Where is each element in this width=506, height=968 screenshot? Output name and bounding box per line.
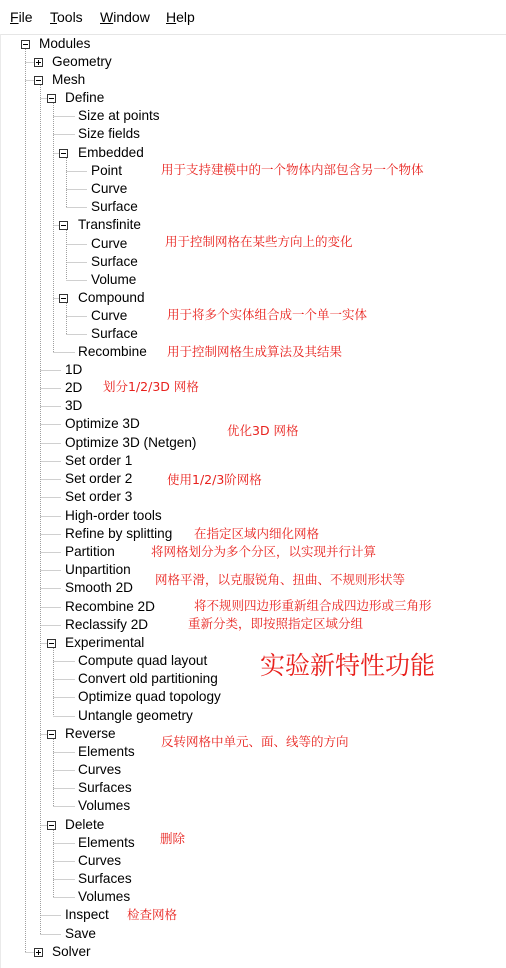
module-tree <box>0 34 506 968</box>
tree-item-untangle-geometry[interactable]: Untangle geometry <box>78 708 193 723</box>
annotation-optimize: 优化3D 网格 <box>227 423 299 438</box>
menu-window[interactable] <box>100 9 150 26</box>
tree-item-unpartition[interactable]: Unpartition <box>65 562 131 577</box>
annotation-compound: 用于将多个实体组合成一个单一实体 <box>167 307 368 322</box>
tree-item-recombine-2d[interactable]: Recombine 2D <box>65 599 155 614</box>
menu-bar <box>0 0 506 35</box>
annotation-reclassify: 重新分类，即按照指定区域分组 <box>188 616 364 631</box>
tree-item-delete-volumes[interactable]: Volumes <box>78 889 131 904</box>
tree-item-geometry[interactable]: Geometry <box>52 54 112 69</box>
tree-item-transfinite[interactable]: Transfinite <box>78 217 141 232</box>
tree-item-reverse-volumes[interactable]: Volumes <box>78 798 131 813</box>
menu-file-mnemonic: F <box>10 9 19 25</box>
tree-item-optimize-quad-topology[interactable]: Optimize quad topology <box>78 689 221 704</box>
tree-item-experimental[interactable]: Experimental <box>65 635 145 650</box>
reverse-collapse-icon[interactable] <box>47 730 56 739</box>
tree-item-solver[interactable]: Solver <box>52 944 91 959</box>
tree-item-smooth-2d[interactable]: Smooth 2D <box>65 580 134 595</box>
experimental-collapse-icon[interactable] <box>47 639 56 648</box>
tree-item-modules[interactable]: Modules <box>39 36 91 51</box>
tree-item-delete-surfaces[interactable]: Surfaces <box>78 871 132 886</box>
menu-help[interactable] <box>166 9 195 26</box>
tree-item-compound-surface[interactable]: Surface <box>91 326 138 341</box>
tree-item-transfinite-surface[interactable]: Surface <box>91 254 138 269</box>
tree-item-set-order-3[interactable]: Set order 3 <box>65 489 133 504</box>
annotation-recombine-2d: 将不规则四边形重新组合成四边形或三角形 <box>194 598 432 613</box>
tree-item-set-order-2[interactable]: Set order 2 <box>65 471 133 486</box>
tree-item-inspect[interactable]: Inspect <box>65 907 109 922</box>
tree-item-transfinite-volume[interactable]: Volume <box>91 272 137 287</box>
tree-item-recombine[interactable]: Recombine <box>78 344 147 359</box>
tree-item-delete-curves[interactable]: Curves <box>78 853 122 868</box>
annotation-experimental: 实验新特性功能 <box>260 651 436 680</box>
tree-item-high-order-tools[interactable]: High-order tools <box>65 508 162 523</box>
delete-collapse-icon[interactable] <box>47 821 56 830</box>
annotation-partition: 将网格划分为多个分区，以实现并行计算 <box>151 544 377 559</box>
tree-item-embedded-point[interactable]: Point <box>91 163 122 178</box>
tree-item-refine-by-splitting[interactable]: Refine by splitting <box>65 526 173 541</box>
menu-tools-mnemonic: T <box>50 9 57 25</box>
solver-expand-icon[interactable] <box>34 948 43 957</box>
tree-item-reclassify-2d[interactable]: Reclassify 2D <box>65 617 149 632</box>
tree-item-compound-curve[interactable]: Curve <box>91 308 128 323</box>
tree-item-1d[interactable]: 1D <box>65 362 83 377</box>
annotation-embedded: 用于支持建模中的一个物体内部包含另一个物体 <box>161 162 424 177</box>
tree-item-compute-quad-layout[interactable]: Compute quad layout <box>78 653 208 668</box>
tree-item-delete-elements[interactable]: Elements <box>78 835 135 850</box>
tree-item-optimize-3d-netgen[interactable]: Optimize 3D (Netgen) <box>65 435 197 450</box>
annotation-dims: 划分1/2/3D 网格 <box>103 379 199 394</box>
tree-item-size-at-points[interactable]: Size at points <box>78 108 160 123</box>
tree-item-embedded[interactable]: Embedded <box>78 145 144 160</box>
menu-window-label: indow <box>113 9 150 25</box>
menu-tools[interactable] <box>50 9 83 26</box>
menu-file-label: ile <box>18 9 33 25</box>
annotation-delete: 删除 <box>160 831 186 846</box>
define-collapse-icon[interactable] <box>47 94 56 103</box>
annotation-reverse: 反转网格中单元、面、线等的方向 <box>161 734 349 749</box>
tree-item-compound[interactable]: Compound <box>78 290 145 305</box>
menu-tools-label: ools <box>57 9 83 25</box>
annotation-smooth: 网格平滑，以克服锐角、扭曲、不规则形状等 <box>155 572 406 587</box>
tree-item-reverse[interactable]: Reverse <box>65 726 116 741</box>
mesh-collapse-icon[interactable] <box>34 76 43 85</box>
tree-item-mesh[interactable]: Mesh <box>52 72 86 87</box>
geometry-expand-icon[interactable] <box>34 58 43 67</box>
transfinite-collapse-icon[interactable] <box>59 221 68 230</box>
tree-item-3d[interactable]: 3D <box>65 398 83 413</box>
annotation-refine: 在指定区域内细化网格 <box>194 526 320 541</box>
annotation-inspect: 检查网格 <box>127 907 178 922</box>
menu-file[interactable] <box>10 9 33 26</box>
tree-item-partition[interactable]: Partition <box>65 544 115 559</box>
menu-help-label: elp <box>176 9 195 25</box>
tree-item-reverse-curves[interactable]: Curves <box>78 762 122 777</box>
modules-collapse-icon[interactable] <box>21 40 30 49</box>
tree-item-optimize-3d[interactable]: Optimize 3D <box>65 416 140 431</box>
annotation-set-order: 使用1/2/3阶网格 <box>167 472 262 487</box>
tree-item-2d[interactable]: 2D <box>65 380 83 395</box>
embedded-collapse-icon[interactable] <box>59 149 68 158</box>
menu-help-mnemonic: H <box>166 9 177 25</box>
annotation-recombine: 用于控制网格生成算法及其结果 <box>167 344 343 359</box>
tree-item-convert-old-partitioning[interactable]: Convert old partitioning <box>78 671 218 686</box>
tree-item-define[interactable]: Define <box>65 90 105 105</box>
tree-item-embedded-curve[interactable]: Curve <box>91 181 128 196</box>
tree-item-size-fields[interactable]: Size fields <box>78 126 140 141</box>
tree-item-delete[interactable]: Delete <box>65 817 105 832</box>
tree-item-save[interactable]: Save <box>65 926 96 941</box>
tree-item-reverse-surfaces[interactable]: Surfaces <box>78 780 132 795</box>
tree-item-reverse-elements[interactable]: Elements <box>78 744 135 759</box>
tree-item-set-order-1[interactable]: Set order 1 <box>65 453 133 468</box>
compound-collapse-icon[interactable] <box>59 294 68 303</box>
menu-window-mnemonic: W <box>100 9 114 25</box>
tree-item-transfinite-curve[interactable]: Curve <box>91 236 128 251</box>
annotation-transfinite: 用于控制网格在某些方向上的变化 <box>165 234 353 249</box>
tree-item-embedded-surface[interactable]: Surface <box>91 199 138 214</box>
